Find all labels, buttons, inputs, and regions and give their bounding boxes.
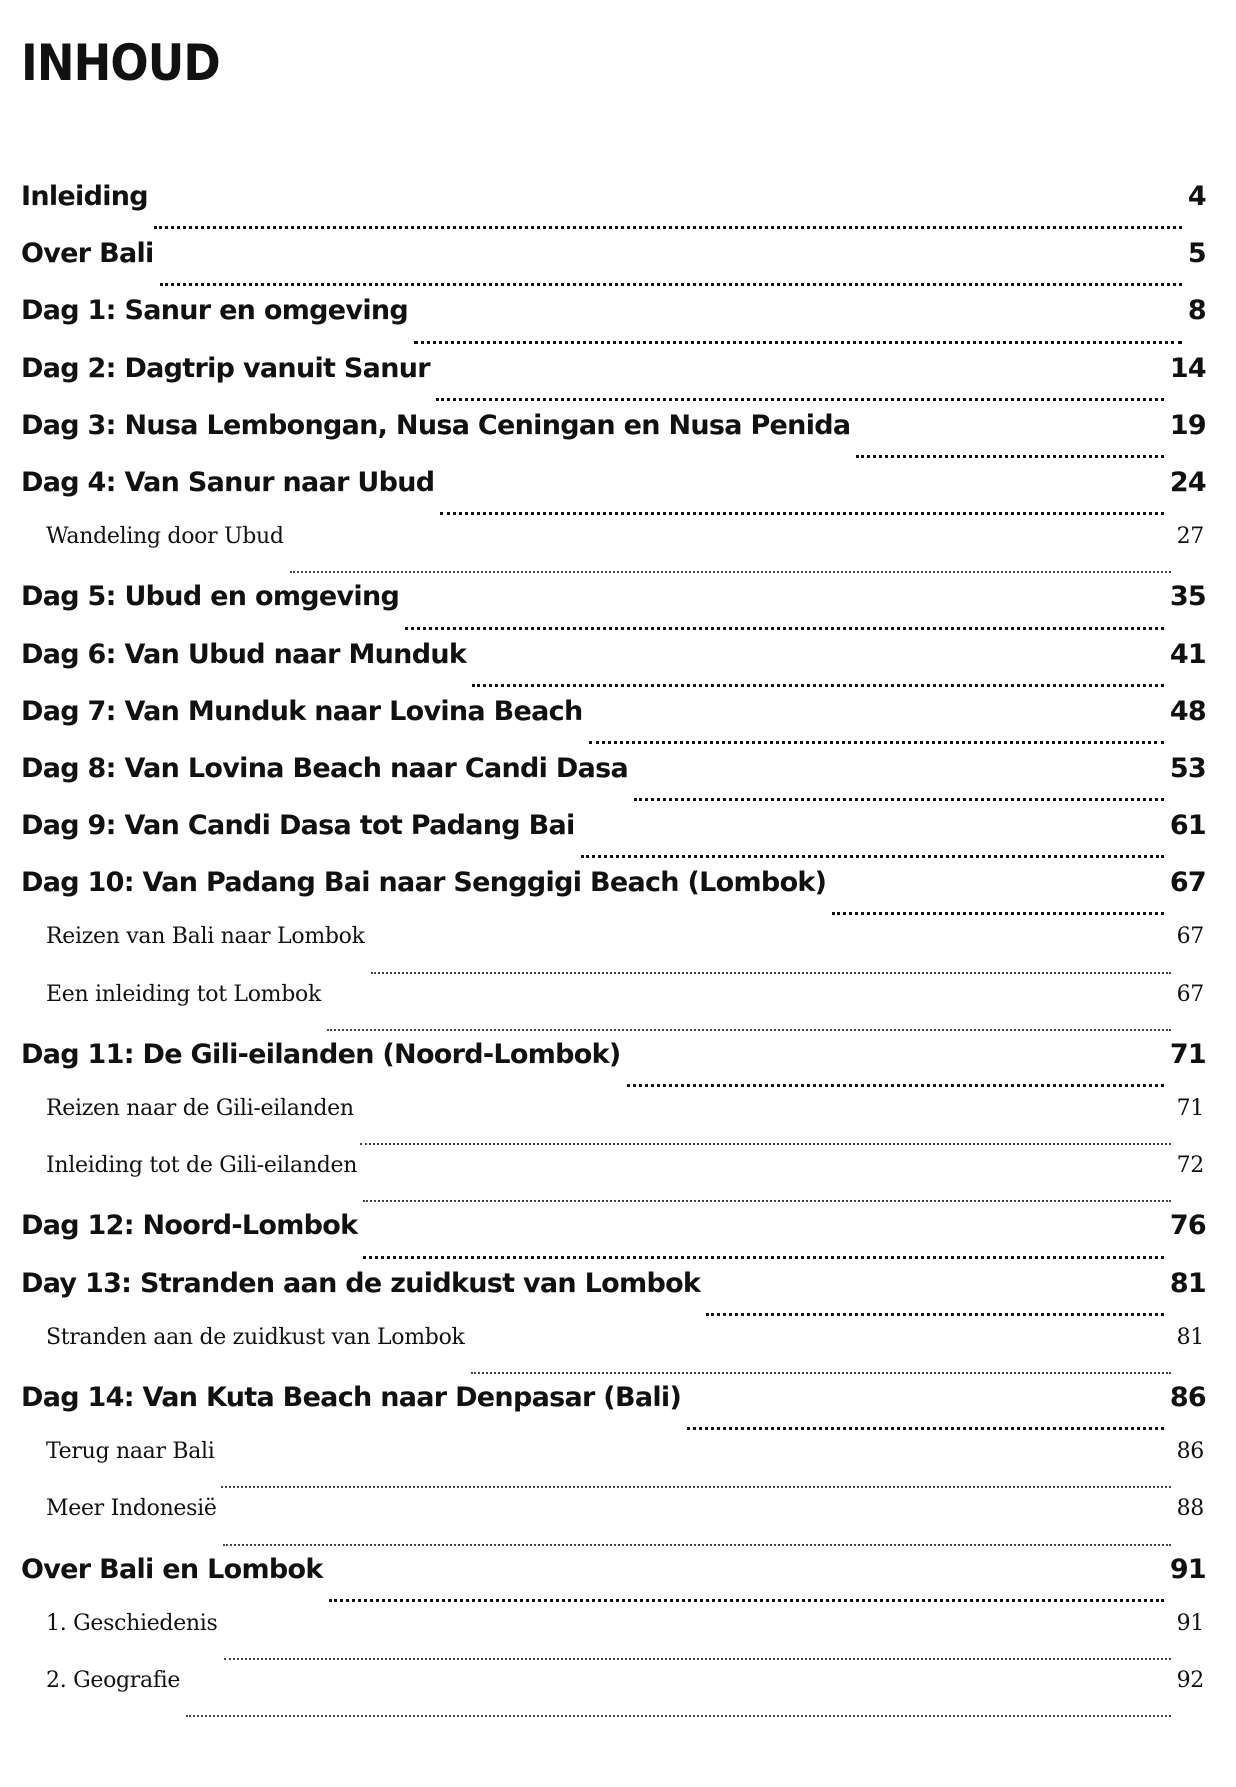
toc-page-number: 81: [1169, 1267, 1206, 1299]
dot-leader: [186, 1714, 1170, 1717]
toc-entry-label: Dag 8: Van Lovina Beach naar Candi Dasa: [21, 752, 629, 784]
toc-entry[interactable]: [0, 753, 1236, 810]
dot-leader: [224, 1657, 1171, 1660]
toc-page-number: 67: [1176, 981, 1204, 1007]
toc-entry[interactable]: [0, 238, 1236, 295]
dot-leader: [327, 1028, 1171, 1031]
toc-entry-label: Stranden aan de zuidkust van Lombok: [46, 1324, 465, 1350]
toc-entry-label: Dag 12: Noord-Lombok: [21, 1210, 358, 1242]
toc-entry-label: Dag 1: Sanur en omgeving: [21, 295, 409, 327]
toc-page-number: 91: [1169, 1553, 1206, 1585]
toc-entry-label: Over Bali en Lombok: [21, 1553, 323, 1585]
toc-entry-label: 2. Geografie: [46, 1667, 181, 1693]
toc-page-number: 27: [1176, 524, 1204, 550]
dot-leader: [360, 1142, 1171, 1145]
toc-entry-label: 1. Geschiedenis: [46, 1610, 218, 1636]
toc-subentry[interactable]: [0, 1611, 1236, 1668]
toc-entry[interactable]: [0, 410, 1236, 467]
dot-leader: [471, 1371, 1171, 1374]
toc-entry[interactable]: [0, 181, 1236, 238]
toc-page-number: 5: [1187, 238, 1206, 270]
toc-entry[interactable]: [0, 639, 1236, 696]
toc-subentry[interactable]: [0, 1153, 1236, 1210]
toc-page-number: 81: [1176, 1324, 1204, 1350]
dot-leader: [363, 1255, 1163, 1259]
toc-page-number: 61: [1169, 810, 1206, 842]
toc-entry[interactable]: [0, 295, 1236, 352]
toc-page-number: 67: [1176, 924, 1204, 950]
toc-entry-label: Inleiding tot de Gili-eilanden: [46, 1153, 358, 1179]
toc-page-number: 48: [1169, 695, 1206, 727]
toc-entry[interactable]: [0, 353, 1236, 410]
dot-leader: [687, 1426, 1164, 1430]
dot-leader: [589, 740, 1164, 744]
toc-page-number: 41: [1169, 638, 1206, 670]
toc-subentry[interactable]: [0, 1496, 1236, 1553]
toc-entry[interactable]: [0, 1039, 1236, 1096]
toc-page-number: 76: [1169, 1210, 1206, 1242]
toc-entry-label: Een inleiding tot Lombok: [46, 981, 321, 1007]
toc-entry[interactable]: [0, 1268, 1236, 1325]
toc-entry-label: Dag 3: Nusa Lembongan, Nusa Ceningan en Nusa Penida: [21, 409, 851, 441]
toc-page-number: 8: [1187, 295, 1206, 327]
dot-leader: [371, 971, 1171, 974]
toc-page-number: 14: [1169, 352, 1206, 384]
toc-subentry[interactable]: [0, 1439, 1236, 1496]
toc-page-number: 19: [1169, 409, 1206, 441]
toc-entry[interactable]: [0, 1210, 1236, 1267]
dot-leader: [221, 1485, 1171, 1488]
toc-entry-label: Dag 6: Van Ubud naar Munduk: [21, 638, 467, 670]
page-title: INHOUD: [21, 34, 220, 92]
toc-page-number: 86: [1169, 1381, 1206, 1413]
dot-leader: [706, 1312, 1164, 1316]
dot-leader: [832, 911, 1164, 915]
toc-entry-label: Dag 10: Van Padang Bai naar Senggigi Beach (Lombok): [21, 867, 827, 899]
toc-entry[interactable]: [0, 1382, 1236, 1439]
toc-entry-label: Dag 14: Van Kuta Beach naar Denpasar (Bali): [21, 1381, 682, 1413]
toc-entry[interactable]: [0, 696, 1236, 753]
toc-subentry[interactable]: [0, 924, 1236, 981]
toc-entry[interactable]: [0, 867, 1236, 924]
dot-leader: [329, 1598, 1164, 1602]
toc-entry-label: Day 13: Stranden aan de zuidkust van Lombok: [21, 1267, 701, 1299]
toc-page-number: 24: [1169, 466, 1206, 498]
toc-page-number: 86: [1176, 1439, 1204, 1465]
toc-entry-label: Dag 5: Ubud en omgeving: [21, 581, 400, 613]
toc-page-number: 35: [1169, 581, 1206, 613]
toc-subentry[interactable]: [0, 982, 1236, 1039]
dot-leader: [363, 1199, 1170, 1202]
toc-entry-label: Reizen van Bali naar Lombok: [46, 924, 365, 950]
toc-entry-label: Reizen naar de Gili-eilanden: [46, 1096, 354, 1121]
dot-leader: [414, 340, 1182, 344]
dot-leader: [405, 626, 1164, 630]
toc-entry-label: Meer Indonesië: [46, 1496, 217, 1522]
toc-entry[interactable]: [0, 810, 1236, 867]
toc-page-number: 67: [1169, 867, 1206, 899]
dot-leader: [440, 511, 1163, 515]
toc-entry[interactable]: [0, 581, 1236, 638]
toc-page-number: 53: [1169, 752, 1206, 784]
toc-entry[interactable]: [0, 1554, 1236, 1611]
toc-subentry[interactable]: [0, 1325, 1236, 1382]
toc-entry-label: Dag 4: Van Sanur naar Ubud: [21, 466, 435, 498]
toc-entry-label: Wandeling door Ubud: [46, 524, 284, 550]
table-of-contents: [0, 181, 1236, 1725]
dot-leader: [223, 1543, 1171, 1546]
toc-entry-label: Terug naar Bali: [46, 1439, 215, 1465]
dot-leader: [472, 683, 1164, 687]
dot-leader: [154, 225, 1182, 229]
toc-page-number: 92: [1176, 1667, 1204, 1693]
toc-entry[interactable]: [0, 467, 1236, 524]
dot-leader: [436, 397, 1164, 401]
toc-page-number: 71: [1169, 1038, 1206, 1070]
toc-entry-label: Over Bali: [21, 238, 154, 270]
dot-leader: [581, 854, 1164, 858]
dot-leader: [160, 282, 1182, 286]
toc-page-number: 71: [1176, 1096, 1204, 1121]
dot-leader: [290, 570, 1171, 573]
dot-leader: [634, 797, 1164, 801]
toc-entry-label: Dag 11: De Gili-eilanden (Noord-Lombok): [21, 1038, 621, 1070]
dot-leader: [627, 1083, 1164, 1087]
toc-page-number: 4: [1187, 181, 1206, 212]
toc-page-number: 88: [1176, 1496, 1204, 1522]
toc-page-number: 91: [1176, 1610, 1204, 1636]
toc-entry-label: Dag 2: Dagtrip vanuit Sanur: [21, 352, 430, 384]
toc-page-number: 72: [1176, 1153, 1204, 1179]
toc-entry-label: Dag 9: Van Candi Dasa tot Padang Bai: [21, 810, 575, 842]
dot-leader: [856, 454, 1163, 458]
toc-entry-label: Inleiding: [21, 181, 148, 212]
toc-entry-label: Dag 7: Van Munduk naar Lovina Beach: [21, 695, 583, 727]
toc-subentry[interactable]: [0, 1668, 1236, 1725]
toc-subentry[interactable]: [0, 1096, 1236, 1153]
toc-subentry[interactable]: [0, 524, 1236, 581]
